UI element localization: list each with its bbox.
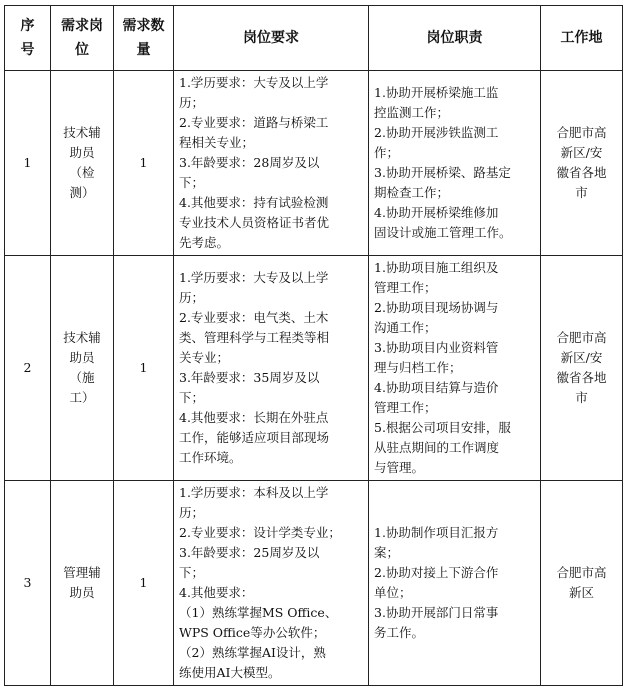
row-location: 合肥市高 新区/安 徽省各地 市	[541, 71, 623, 256]
header-count: 需求数 量	[114, 6, 174, 71]
header-no: 序 号	[5, 6, 51, 71]
row-count: 1	[114, 71, 174, 256]
row-duties: 1.协助制作项目汇报方 案； 2.协助对接上下游合作 单位； 3.协助开展部门日常事 务工作。	[369, 481, 541, 686]
table-row	[5, 71, 623, 256]
row-no: 1	[5, 71, 51, 256]
table-row	[5, 481, 623, 686]
row-no: 2	[5, 256, 51, 481]
row-duties: 1.协助开展桥梁施工监 控监测工作； 2.协助开展涉铁监测工 作； 3.协助开展桥梁、路基定 期检查工作； 4.协助开展桥梁维修加 固设计或施工管理工作。	[369, 71, 541, 256]
header-requirements: 岗位要求	[174, 6, 369, 71]
row-duties: 1.协助项目施工组织及 管理工作； 2.协助项目现场协调与 沟通工作； 3.协助项目内业资料管 理与归档工作； 4.协助项目结算与造价 管理工作； 5.根据公司项目安排，服 从驻点期间的工作调度 与管理。	[369, 256, 541, 481]
row-count: 1	[114, 256, 174, 481]
row-location: 合肥市高 新区	[541, 481, 623, 686]
row-location: 合肥市高 新区/安 徽省各地 市	[541, 256, 623, 481]
row-position: 技术辅 助员 （施 工）	[51, 256, 114, 481]
row-position: 技术辅 助员 （检 测）	[51, 71, 114, 256]
row-requirements: 1.学历要求：大专及以上学 历； 2.专业要求：道路与桥梁工 程相关专业； 3.年龄要求：28周岁及以 下； 4.其他要求：持有试验检测 专业技术人员资格证书者优 先考虑。	[174, 71, 369, 256]
header-position: 需求岗 位	[51, 6, 114, 71]
row-position: 管理辅 助员	[51, 481, 114, 686]
row-count: 1	[114, 481, 174, 686]
recruitment-table	[4, 5, 623, 686]
table-row	[5, 256, 623, 481]
header-location: 工作地	[541, 6, 623, 71]
row-requirements: 1.学历要求：本科及以上学 历； 2.专业要求：设计学类专业； 3.年龄要求：25周岁及以 下； 4.其他要求： （1）熟练掌握MS Office、 WPS Office等办公软件； （2）熟练掌握AI设计，熟 练使用AI大模型。	[174, 481, 369, 686]
row-requirements: 1.学历要求：大专及以上学 历； 2.专业要求：电气类、土木 类、管理科学与工程类等相 关专业； 3.年龄要求：35周岁及以 下； 4.其他要求：长期在外驻点 工作，能够适应项目部现场 工作环境。	[174, 256, 369, 481]
header-duties: 岗位职责	[369, 6, 541, 71]
header-row	[5, 6, 623, 71]
row-no: 3	[5, 481, 51, 686]
